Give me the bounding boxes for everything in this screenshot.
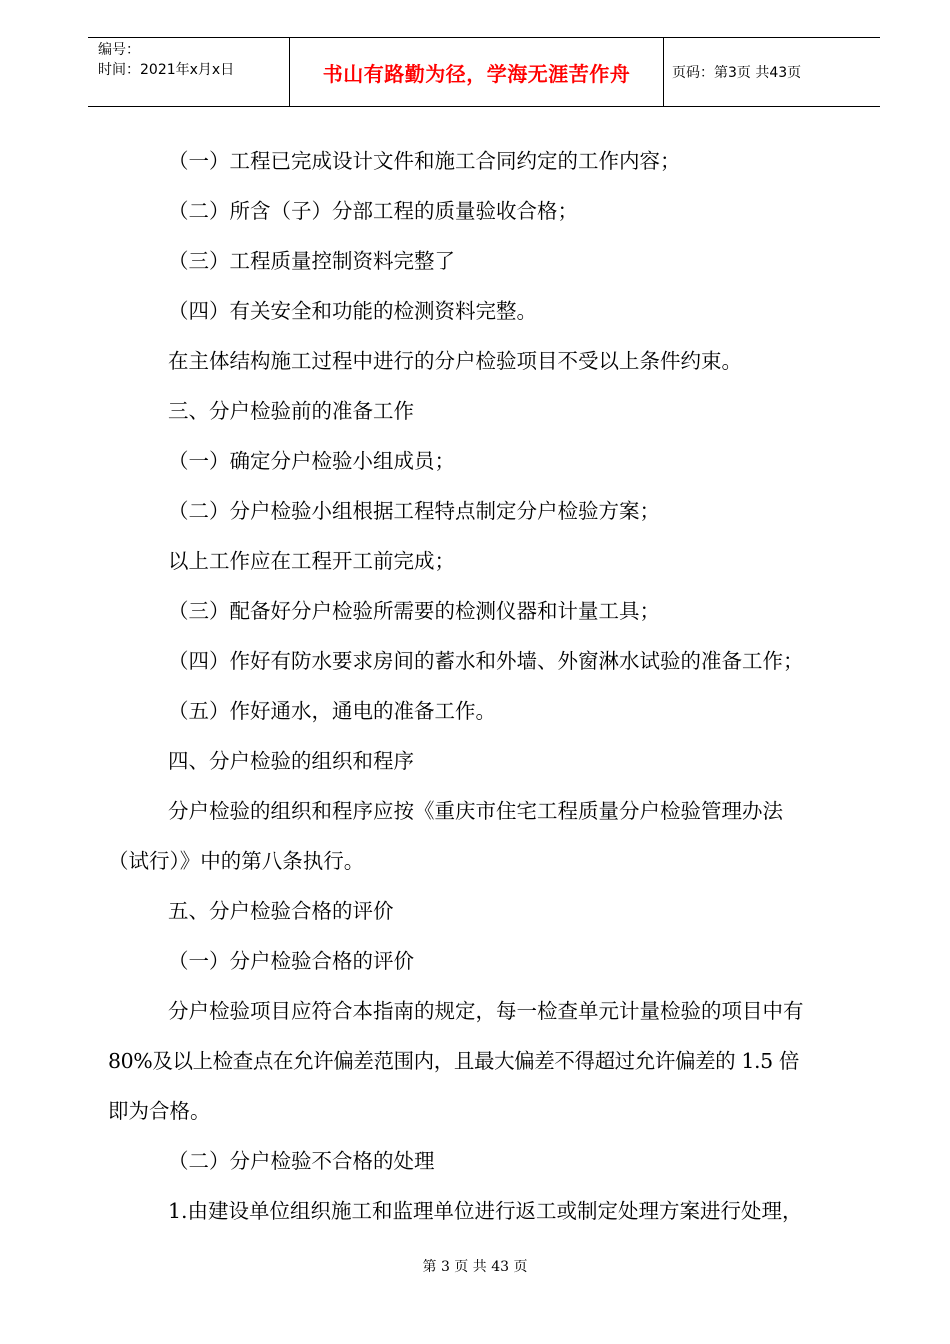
body-line: （一）工程已完成设计文件和施工合同约定的工作内容； bbox=[168, 149, 681, 173]
body-line: （二）分户检验不合格的处理 bbox=[168, 1149, 435, 1173]
body-line: （三）工程质量控制资料完整了 bbox=[168, 249, 455, 273]
header-meta-cell bbox=[88, 38, 290, 106]
page-info: 页码：第3页 共43页 bbox=[672, 65, 802, 81]
section-heading: 五、分户检验合格的评价 bbox=[168, 899, 394, 923]
body-line: 在主体结构施工过程中进行的分户检验项目不受以上条件约束。 bbox=[168, 349, 742, 373]
body-line: （二）分户检验小组根据工程特点制定分户检验方案； bbox=[168, 499, 660, 523]
body-line: （试行）》中的第八条执行。 bbox=[108, 849, 365, 873]
body-line: （四）作好有防水要求房间的蓄水和外墙、外窗淋水试验的准备工作； bbox=[168, 649, 804, 673]
section-heading: 四、分户检验的组织和程序 bbox=[168, 749, 414, 773]
page-footer: 第 3 页 共 43 页 bbox=[422, 1259, 528, 1275]
body-line: （二）所含（子）分部工程的质量验收合格； bbox=[168, 199, 578, 223]
page-header bbox=[88, 37, 880, 107]
body-line: （五）作好通水，通电的准备工作。 bbox=[168, 699, 496, 723]
section-heading: 三、分户检验前的准备工作 bbox=[168, 399, 414, 423]
body-line: （三）配备好分户检验所需要的检测仪器和计量工具； bbox=[168, 599, 660, 623]
number-label: 编号： bbox=[98, 42, 140, 58]
body-line: （一）分户检验合格的评价 bbox=[168, 949, 414, 973]
header-page-cell bbox=[664, 38, 880, 106]
body-line: 以上工作应在工程开工前完成； bbox=[168, 549, 455, 573]
motto-text: 书山有路勤为径，学海无涯苦作舟 bbox=[322, 61, 631, 86]
body-line: （一）确定分户检验小组成员； bbox=[168, 449, 455, 473]
header-motto-cell bbox=[290, 38, 664, 106]
body-line: （四）有关安全和功能的检测资料完整。 bbox=[168, 299, 537, 323]
body-line: 分户检验的组织和程序应按《重庆市住宅工程质量分户检验管理办法 bbox=[168, 799, 783, 823]
body-line: 分户检验项目应符合本指南的规定，每一检查单元计量检验的项目中有 bbox=[168, 999, 804, 1023]
body-line: 1.由建设单位组织施工和监理单位进行返工或制定处理方案进行处理， bbox=[168, 1199, 803, 1223]
body-line: 即为合格。 bbox=[108, 1099, 211, 1123]
body-line: 80%及以上检查点在允许偏差范围内，且最大偏差不得超过允许偏差的 1.5 倍 bbox=[108, 1049, 799, 1073]
time-label: 时间：2021年x月x日 bbox=[98, 62, 235, 78]
